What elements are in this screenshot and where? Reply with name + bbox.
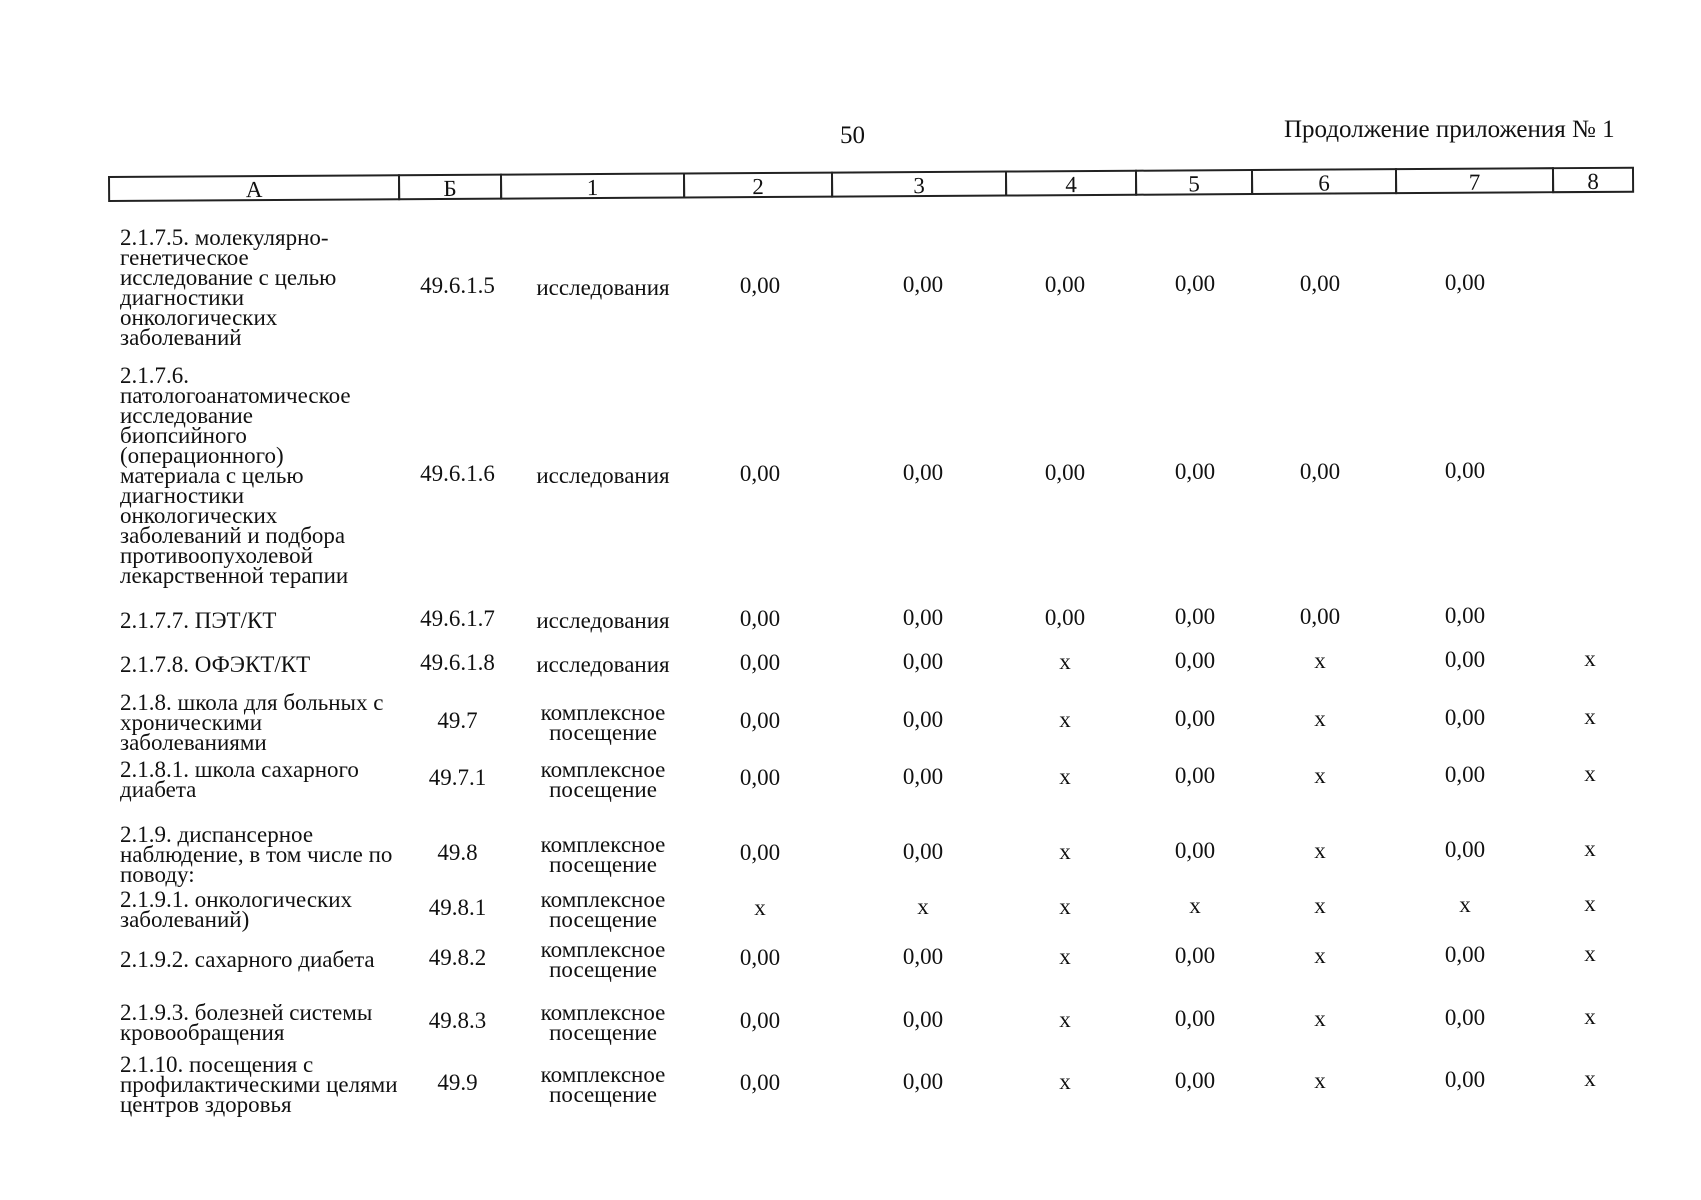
row-unit: комплексное посещение (540, 757, 666, 802)
value-cell: 0,00 (739, 765, 781, 790)
value-cell: x (1314, 705, 1326, 731)
row-name: 2.1.9.2. сахарного диабета (120, 947, 375, 972)
value-cell: 0,00 (739, 461, 781, 486)
row-unit: комплексное посещение (540, 887, 666, 932)
value-cell: 0,00 (902, 1007, 944, 1033)
row-code: 49.6.1.5 (420, 273, 495, 298)
header-cell-6: 6 (1251, 168, 1397, 195)
row-name: 2.1.8. школа для больных с хроническими заболеваниями (120, 690, 384, 755)
value-cell: 0,00 (1299, 270, 1341, 296)
row-unit: исследования (536, 608, 670, 633)
value-cell: x (1314, 837, 1326, 863)
value-cell: 0,00 (1444, 458, 1486, 483)
value-cell: 0,00 (1174, 1068, 1216, 1094)
value-cell: x (1314, 892, 1326, 918)
value-cell: x (917, 894, 929, 920)
value-cell: 0,00 (739, 273, 781, 298)
value-cell: 0,00 (1444, 837, 1486, 862)
value-cell: 0,00 (1444, 603, 1486, 628)
value-cell: 0,00 (1174, 1006, 1216, 1032)
value-cell: 0,00 (902, 839, 944, 865)
header-cell-1: 1 (500, 172, 685, 199)
value-cell: 0,00 (1044, 604, 1086, 630)
value-cell: 0,00 (1444, 270, 1486, 295)
value-cell: x (1584, 1066, 1596, 1092)
header-cell-2: 2 (683, 172, 833, 199)
value-cell: 0,00 (1444, 1005, 1486, 1030)
value-cell: x (1059, 648, 1071, 674)
row-unit: комплексное посещение (540, 1062, 666, 1107)
value-cell: x (1059, 706, 1071, 732)
row-unit: комплексное посещение (540, 937, 666, 982)
value-cell: 0,00 (1174, 943, 1216, 969)
value-cell: x (1459, 892, 1471, 917)
value-cell: x (1314, 647, 1326, 673)
value-cell: x (1584, 836, 1596, 862)
value-cell: 0,00 (1299, 603, 1341, 629)
header-cell-a: А (108, 174, 400, 202)
value-cell: x (1189, 893, 1201, 919)
row-name: 2.1.7.6. патологоанатомическое исследование биопсийного (операционного) материала с целью диагностики онкологических заболеваний и подбора противоопухолевой лекарственной терапии (120, 363, 351, 588)
row-code: 49.7 (437, 708, 478, 733)
row-name: 2.1.7.5. молекулярно-генетическое исследование с целью диагностики онкологических заболеваний (120, 225, 337, 350)
value-cell: 0,00 (1174, 271, 1216, 297)
row-code: 49.7.1 (428, 765, 487, 790)
annex-title: Продолжение приложения № 1 (1284, 116, 1615, 143)
value-cell: x (1584, 941, 1596, 967)
value-cell: x (1584, 646, 1596, 672)
row-code: 49.8 (437, 840, 478, 865)
value-cell: x (1314, 762, 1326, 788)
value-cell: 0,00 (1174, 763, 1216, 789)
value-cell: 0,00 (1044, 459, 1086, 485)
header-cell-8: 8 (1552, 167, 1634, 194)
row-unit: исследования (536, 463, 670, 488)
header-cell-b: Б (398, 174, 502, 201)
value-cell: 0,00 (1174, 838, 1216, 864)
value-cell: 0,00 (739, 708, 781, 733)
row-name: 2.1.8.1. школа сахарного диабета (120, 757, 359, 802)
value-cell: x (1059, 763, 1071, 789)
row-code: 49.6.1.6 (420, 461, 495, 486)
value-cell: x (754, 895, 766, 920)
value-cell: x (1314, 1067, 1326, 1093)
value-cell: x (1584, 891, 1596, 917)
row-code: 49.9 (437, 1070, 478, 1095)
value-cell: 0,00 (1174, 459, 1216, 485)
value-cell: 0,00 (1444, 705, 1486, 730)
header-cell-7: 7 (1395, 167, 1554, 194)
row-name: 2.1.9.1. онкологических заболеваний) (120, 887, 353, 932)
value-cell: 0,00 (1444, 762, 1486, 787)
value-cell: 0,00 (902, 764, 944, 790)
row-name: 2.1.9. диспансерное наблюдение, в том числе по поводу: (120, 822, 393, 887)
value-cell: 0,00 (739, 945, 781, 970)
row-code: 49.6.1.8 (420, 650, 495, 675)
row-code: 49.8.1 (428, 895, 487, 920)
value-cell: x (1314, 942, 1326, 968)
header-cell-3: 3 (831, 171, 1007, 198)
row-unit: комплексное посещение (540, 832, 666, 877)
row-name: 2.1.7.8. ОФЭКТ/КТ (120, 652, 311, 677)
value-cell: 0,00 (1444, 942, 1486, 967)
row-code: 49.8.3 (428, 1008, 487, 1033)
value-cell: 0,00 (902, 944, 944, 970)
page-number: 50 (840, 122, 865, 149)
header-cell-5: 5 (1135, 169, 1253, 196)
value-cell: 0,00 (1174, 706, 1216, 732)
row-unit: исследования (536, 275, 670, 300)
value-cell: 0,00 (902, 649, 944, 675)
header-cell-4: 4 (1005, 170, 1137, 197)
value-cell: 0,00 (1444, 647, 1486, 672)
value-cell: x (1059, 1006, 1071, 1032)
row-code: 49.8.2 (428, 945, 487, 970)
value-cell: 0,00 (1044, 271, 1086, 297)
value-cell: 0,00 (739, 1070, 781, 1095)
value-cell: 0,00 (739, 1008, 781, 1033)
row-code: 49.6.1.7 (420, 606, 495, 631)
value-cell: x (1059, 943, 1071, 969)
value-cell: x (1059, 1068, 1071, 1094)
value-cell: x (1584, 704, 1596, 730)
row-name: 2.1.9.3. болезней системы кровообращения (120, 1000, 373, 1045)
value-cell: 0,00 (739, 650, 781, 675)
row-unit: исследования (536, 652, 670, 677)
value-cell: 0,00 (902, 707, 944, 733)
value-cell: x (1314, 1005, 1326, 1031)
row-unit: комплексное посещение (540, 1000, 666, 1045)
value-cell: x (1059, 893, 1071, 919)
value-cell: 0,00 (902, 1069, 944, 1095)
value-cell: x (1059, 838, 1071, 864)
value-cell: 0,00 (739, 606, 781, 631)
value-cell: x (1584, 761, 1596, 787)
value-cell: 0,00 (902, 272, 944, 298)
value-cell: 0,00 (1174, 648, 1216, 674)
value-cell: 0,00 (739, 840, 781, 865)
row-name: 2.1.10. посещения с профилактическими целями центров здоровья (120, 1052, 398, 1117)
value-cell: 0,00 (1299, 458, 1341, 484)
value-cell: x (1584, 1004, 1596, 1030)
value-cell: 0,00 (902, 460, 944, 486)
row-unit: комплексное посещение (540, 700, 666, 745)
row-name: 2.1.7.7. ПЭТ/КТ (120, 608, 277, 633)
value-cell: 0,00 (902, 605, 944, 631)
value-cell: 0,00 (1444, 1067, 1486, 1092)
value-cell: 0,00 (1174, 604, 1216, 630)
